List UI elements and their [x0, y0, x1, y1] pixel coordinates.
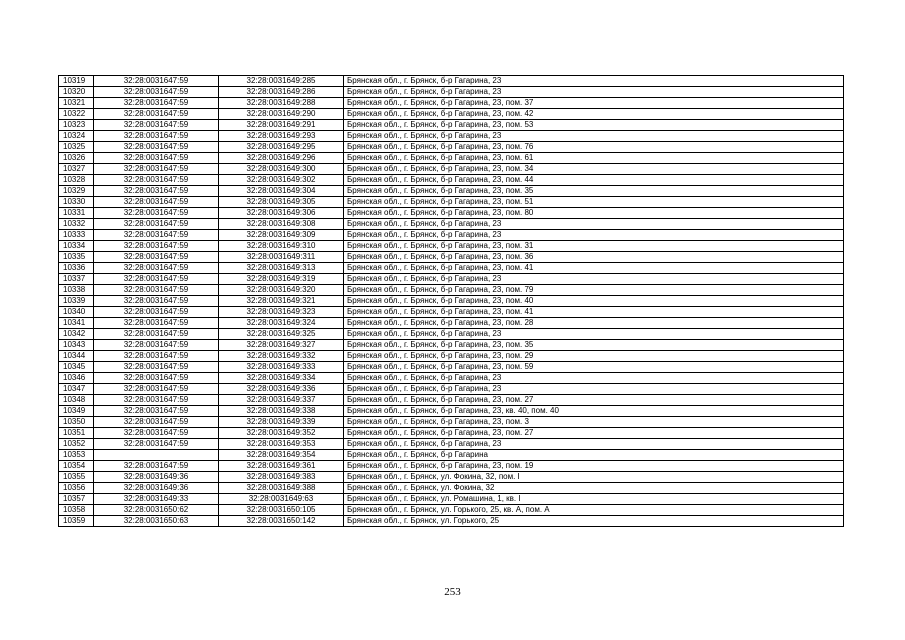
row-number-cell: 10341	[59, 318, 94, 329]
parcel-number-cell: 32:28:0031647:59	[94, 241, 219, 252]
table-row	[59, 87, 844, 98]
row-number-cell: 10323	[59, 120, 94, 131]
object-number-cell: 32:28:0031649:339	[219, 417, 344, 428]
address-cell: Брянская обл., г. Брянск, б-р Гагарина, 23	[344, 219, 844, 230]
object-number-cell: 32:28:0031649:353	[219, 439, 344, 450]
object-number-cell: 32:28:0031649:383	[219, 472, 344, 483]
address-cell: Брянская обл., г. Брянск, б-р Гагарина, 23	[344, 439, 844, 450]
object-number-cell: 32:28:0031649:293	[219, 131, 344, 142]
parcel-number-cell: 32:28:0031647:59	[94, 87, 219, 98]
object-number-cell: 32:28:0031649:321	[219, 296, 344, 307]
table-row	[59, 252, 844, 263]
address-cell: Брянская обл., г. Брянск, б-р Гагарина, 23	[344, 384, 844, 395]
parcel-number-cell: 32:28:0031647:59	[94, 406, 219, 417]
row-number-cell: 10335	[59, 252, 94, 263]
address-cell: Брянская обл., г. Брянск, б-р Гагарина, 23	[344, 76, 844, 87]
address-cell: Брянская обл., г. Брянск, б-р Гагарина, 23, пом. 28	[344, 318, 844, 329]
table-body	[59, 76, 844, 527]
address-cell: Брянская обл., г. Брянск, б-р Гагарина, 23, пом. 79	[344, 285, 844, 296]
object-number-cell: 32:28:0031650:142	[219, 516, 344, 527]
page-number: 253	[444, 586, 461, 598]
address-cell: Брянская обл., г. Брянск, б-р Гагарина, 23, пом. 3	[344, 417, 844, 428]
address-cell: Брянская обл., г. Брянск, б-р Гагарина, 23	[344, 131, 844, 142]
address-cell: Брянская обл., г. Брянск, б-р Гагарина, 23	[344, 274, 844, 285]
row-number-cell: 10344	[59, 351, 94, 362]
parcel-number-cell: 32:28:0031647:59	[94, 318, 219, 329]
table-row	[59, 318, 844, 329]
parcel-number-cell: 32:28:0031647:59	[94, 285, 219, 296]
object-number-cell: 32:28:0031649:310	[219, 241, 344, 252]
parcel-number-cell: 32:28:0031647:59	[94, 164, 219, 175]
table-row	[59, 208, 844, 219]
row-number-cell: 10339	[59, 296, 94, 307]
address-cell: Брянская обл., г. Брянск, б-р Гагарина, 23, пом. 34	[344, 164, 844, 175]
row-number-cell: 10338	[59, 285, 94, 296]
object-number-cell: 32:28:0031649:290	[219, 109, 344, 120]
table-row	[59, 428, 844, 439]
parcel-number-cell: 32:28:0031647:59	[94, 351, 219, 362]
row-number-cell: 10350	[59, 417, 94, 428]
table-row	[59, 230, 844, 241]
table-row	[59, 142, 844, 153]
row-number-cell: 10346	[59, 373, 94, 384]
object-number-cell: 32:28:0031649:304	[219, 186, 344, 197]
parcel-number-cell: 32:28:0031647:59	[94, 395, 219, 406]
table-row	[59, 285, 844, 296]
parcel-number-cell: 32:28:0031647:59	[94, 417, 219, 428]
table-row	[59, 197, 844, 208]
object-number-cell: 32:28:0031649:291	[219, 120, 344, 131]
object-number-cell: 32:28:0031649:332	[219, 351, 344, 362]
row-number-cell: 10347	[59, 384, 94, 395]
table-row	[59, 373, 844, 384]
row-number-cell: 10342	[59, 329, 94, 340]
object-number-cell: 32:28:0031649:338	[219, 406, 344, 417]
row-number-cell: 10343	[59, 340, 94, 351]
table-row	[59, 307, 844, 318]
cadastral-table	[58, 75, 844, 527]
parcel-number-cell: 32:28:0031647:59	[94, 428, 219, 439]
row-number-cell: 10324	[59, 131, 94, 142]
parcel-number-cell: 32:28:0031647:59	[94, 98, 219, 109]
address-cell: Брянская обл., г. Брянск, б-р Гагарина	[344, 450, 844, 461]
address-cell: Брянская обл., г. Брянск, б-р Гагарина, 23, пом. 61	[344, 153, 844, 164]
object-number-cell: 32:28:0031649:63	[219, 494, 344, 505]
object-number-cell: 32:28:0031649:296	[219, 153, 344, 164]
address-cell: Брянская обл., г. Брянск, б-р Гагарина, 23	[344, 230, 844, 241]
table-row	[59, 351, 844, 362]
row-number-cell: 10331	[59, 208, 94, 219]
row-number-cell: 10353	[59, 450, 94, 461]
table-row	[59, 340, 844, 351]
table-row	[59, 439, 844, 450]
table-row	[59, 417, 844, 428]
table-row	[59, 241, 844, 252]
address-cell: Брянская обл., г. Брянск, б-р Гагарина, 23, пом. 40	[344, 296, 844, 307]
table-row	[59, 384, 844, 395]
table-row	[59, 296, 844, 307]
object-number-cell: 32:28:0031649:313	[219, 263, 344, 274]
parcel-number-cell: 32:28:0031647:59	[94, 263, 219, 274]
table-row	[59, 362, 844, 373]
parcel-number-cell: 32:28:0031647:59	[94, 109, 219, 120]
parcel-number-cell: 32:28:0031647:59	[94, 340, 219, 351]
object-number-cell: 32:28:0031649:308	[219, 219, 344, 230]
object-number-cell: 32:28:0031649:325	[219, 329, 344, 340]
row-number-cell: 10322	[59, 109, 94, 120]
address-cell: Брянская обл., г. Брянск, б-р Гагарина, 23, пом. 29	[344, 351, 844, 362]
table-row	[59, 109, 844, 120]
address-cell: Брянская обл., г. Брянск, б-р Гагарина, 23, пом. 27	[344, 428, 844, 439]
table-row	[59, 164, 844, 175]
object-number-cell: 32:28:0031649:309	[219, 230, 344, 241]
row-number-cell: 10329	[59, 186, 94, 197]
object-number-cell: 32:28:0031649:388	[219, 483, 344, 494]
address-cell: Брянская обл., г. Брянск, б-р Гагарина, 23, пом. 41	[344, 263, 844, 274]
address-cell: Брянская обл., г. Брянск, б-р Гагарина, 23, пом. 41	[344, 307, 844, 318]
row-number-cell: 10349	[59, 406, 94, 417]
object-number-cell: 32:28:0031649:334	[219, 373, 344, 384]
parcel-number-cell: 32:28:0031647:59	[94, 296, 219, 307]
row-number-cell: 10355	[59, 472, 94, 483]
address-cell: Брянская обл., г. Брянск, б-р Гагарина, 23, пом. 35	[344, 340, 844, 351]
object-number-cell: 32:28:0031649:333	[219, 362, 344, 373]
address-cell: Брянская обл., г. Брянск, б-р Гагарина, 23, пом. 31	[344, 241, 844, 252]
row-number-cell: 10334	[59, 241, 94, 252]
table-row	[59, 505, 844, 516]
parcel-number-cell: 32:28:0031647:59	[94, 384, 219, 395]
table-row	[59, 153, 844, 164]
parcel-number-cell: 32:28:0031647:59	[94, 439, 219, 450]
object-number-cell: 32:28:0031649:324	[219, 318, 344, 329]
address-cell: Брянская обл., г. Брянск, б-р Гагарина, 23, пом. 27	[344, 395, 844, 406]
object-number-cell: 32:28:0031649:323	[219, 307, 344, 318]
row-number-cell: 10358	[59, 505, 94, 516]
row-number-cell: 10333	[59, 230, 94, 241]
table-row	[59, 406, 844, 417]
table-row	[59, 120, 844, 131]
address-cell: Брянская обл., г. Брянск, б-р Гагарина, 23, пом. 37	[344, 98, 844, 109]
object-number-cell: 32:28:0031649:354	[219, 450, 344, 461]
table-row	[59, 131, 844, 142]
address-cell: Брянская обл., г. Брянск, б-р Гагарина, 23, пом. 36	[344, 252, 844, 263]
row-number-cell: 10332	[59, 219, 94, 230]
row-number-cell: 10356	[59, 483, 94, 494]
parcel-number-cell: 32:28:0031647:59	[94, 329, 219, 340]
parcel-number-cell: 32:28:0031647:59	[94, 219, 219, 230]
object-number-cell: 32:28:0031649:306	[219, 208, 344, 219]
object-number-cell: 32:28:0031649:352	[219, 428, 344, 439]
row-number-cell: 10319	[59, 76, 94, 87]
object-number-cell: 32:28:0031649:337	[219, 395, 344, 406]
parcel-number-cell: 32:28:0031647:59	[94, 274, 219, 285]
row-number-cell: 10320	[59, 87, 94, 98]
row-number-cell: 10340	[59, 307, 94, 318]
parcel-number-cell: 32:28:0031647:59	[94, 120, 219, 131]
table-row	[59, 76, 844, 87]
parcel-number-cell: 32:28:0031647:59	[94, 307, 219, 318]
parcel-number-cell: 32:28:0031647:59	[94, 461, 219, 472]
address-cell: Брянская обл., г. Брянск, б-р Гагарина, 23, пом. 51	[344, 197, 844, 208]
table-row	[59, 461, 844, 472]
address-cell: Брянская обл., г. Брянск, б-р Гагарина, 23, пом. 76	[344, 142, 844, 153]
address-cell: Брянская обл., г. Брянск, б-р Гагарина, 23	[344, 329, 844, 340]
row-number-cell: 10345	[59, 362, 94, 373]
row-number-cell: 10336	[59, 263, 94, 274]
table-row	[59, 472, 844, 483]
object-number-cell: 32:28:0031649:311	[219, 252, 344, 263]
object-number-cell: 32:28:0031649:285	[219, 76, 344, 87]
row-number-cell: 10352	[59, 439, 94, 450]
parcel-number-cell: 32:28:0031649:33	[94, 494, 219, 505]
parcel-number-cell: 32:28:0031647:59	[94, 362, 219, 373]
address-cell: Брянская обл., г. Брянск, ул. Ромашина, 1, кв. I	[344, 494, 844, 505]
address-cell: Брянская обл., г. Брянск, б-р Гагарина, 23	[344, 87, 844, 98]
address-cell: Брянская обл., г. Брянск, б-р Гагарина, 23, пом. 80	[344, 208, 844, 219]
address-cell: Брянская обл., г. Брянск, б-р Гагарина, 23, пом. 19	[344, 461, 844, 472]
parcel-number-cell	[94, 450, 219, 461]
table-row	[59, 395, 844, 406]
table-row	[59, 98, 844, 109]
address-cell: Брянская обл., г. Брянск, ул. Горького, 25, кв. А, пом. А	[344, 505, 844, 516]
row-number-cell: 10351	[59, 428, 94, 439]
address-cell: Брянская обл., г. Брянск, б-р Гагарина, 23, пом. 53	[344, 120, 844, 131]
row-number-cell: 10357	[59, 494, 94, 505]
parcel-number-cell: 32:28:0031647:59	[94, 175, 219, 186]
object-number-cell: 32:28:0031649:302	[219, 175, 344, 186]
object-number-cell: 32:28:0031650:105	[219, 505, 344, 516]
table-row	[59, 516, 844, 527]
table-row	[59, 329, 844, 340]
row-number-cell: 10354	[59, 461, 94, 472]
row-number-cell: 10321	[59, 98, 94, 109]
row-number-cell: 10337	[59, 274, 94, 285]
table-row	[59, 263, 844, 274]
address-cell: Брянская обл., г. Брянск, ул. Фокина, 32, пом. I	[344, 472, 844, 483]
object-number-cell: 32:28:0031649:288	[219, 98, 344, 109]
address-cell: Брянская обл., г. Брянск, б-р Гагарина, 23, пом. 42	[344, 109, 844, 120]
address-cell: Брянская обл., г. Брянск, б-р Гагарина, 23, пом. 59	[344, 362, 844, 373]
address-cell: Брянская обл., г. Брянск, б-р Гагарина, 23	[344, 373, 844, 384]
parcel-number-cell: 32:28:0031647:59	[94, 186, 219, 197]
table-row	[59, 186, 844, 197]
row-number-cell: 10328	[59, 175, 94, 186]
address-cell: Брянская обл., г. Брянск, б-р Гагарина, 23, пом. 44	[344, 175, 844, 186]
table-row	[59, 450, 844, 461]
row-number-cell: 10327	[59, 164, 94, 175]
parcel-number-cell: 32:28:0031647:59	[94, 373, 219, 384]
parcel-number-cell: 32:28:0031647:59	[94, 76, 219, 87]
parcel-number-cell: 32:28:0031647:59	[94, 197, 219, 208]
table-row	[59, 274, 844, 285]
table-row	[59, 483, 844, 494]
parcel-number-cell: 32:28:0031647:59	[94, 208, 219, 219]
row-number-cell: 10348	[59, 395, 94, 406]
address-cell: Брянская обл., г. Брянск, б-р Гагарина, 23, пом. 35	[344, 186, 844, 197]
row-number-cell: 10359	[59, 516, 94, 527]
table-row	[59, 494, 844, 505]
parcel-number-cell: 32:28:0031647:59	[94, 142, 219, 153]
object-number-cell: 32:28:0031649:295	[219, 142, 344, 153]
address-cell: Брянская обл., г. Брянск, ул. Горького, 25	[344, 516, 844, 527]
parcel-number-cell: 32:28:0031649:36	[94, 472, 219, 483]
object-number-cell: 32:28:0031649:305	[219, 197, 344, 208]
object-number-cell: 32:28:0031649:327	[219, 340, 344, 351]
address-cell: Брянская обл., г. Брянск, ул. Фокина, 32	[344, 483, 844, 494]
object-number-cell: 32:28:0031649:319	[219, 274, 344, 285]
parcel-number-cell: 32:28:0031647:59	[94, 153, 219, 164]
object-number-cell: 32:28:0031649:361	[219, 461, 344, 472]
object-number-cell: 32:28:0031649:336	[219, 384, 344, 395]
parcel-number-cell: 32:28:0031647:59	[94, 252, 219, 263]
table-row	[59, 219, 844, 230]
object-number-cell: 32:28:0031649:320	[219, 285, 344, 296]
row-number-cell: 10326	[59, 153, 94, 164]
object-number-cell: 32:28:0031649:300	[219, 164, 344, 175]
row-number-cell: 10330	[59, 197, 94, 208]
address-cell: Брянская обл., г. Брянск, б-р Гагарина, 23, кв. 40, пом. 40	[344, 406, 844, 417]
row-number-cell: 10325	[59, 142, 94, 153]
object-number-cell: 32:28:0031649:286	[219, 87, 344, 98]
parcel-number-cell: 32:28:0031649:36	[94, 483, 219, 494]
parcel-number-cell: 32:28:0031650:62	[94, 505, 219, 516]
table-row	[59, 175, 844, 186]
parcel-number-cell: 32:28:0031647:59	[94, 230, 219, 241]
parcel-number-cell: 32:28:0031650:63	[94, 516, 219, 527]
parcel-number-cell: 32:28:0031647:59	[94, 131, 219, 142]
